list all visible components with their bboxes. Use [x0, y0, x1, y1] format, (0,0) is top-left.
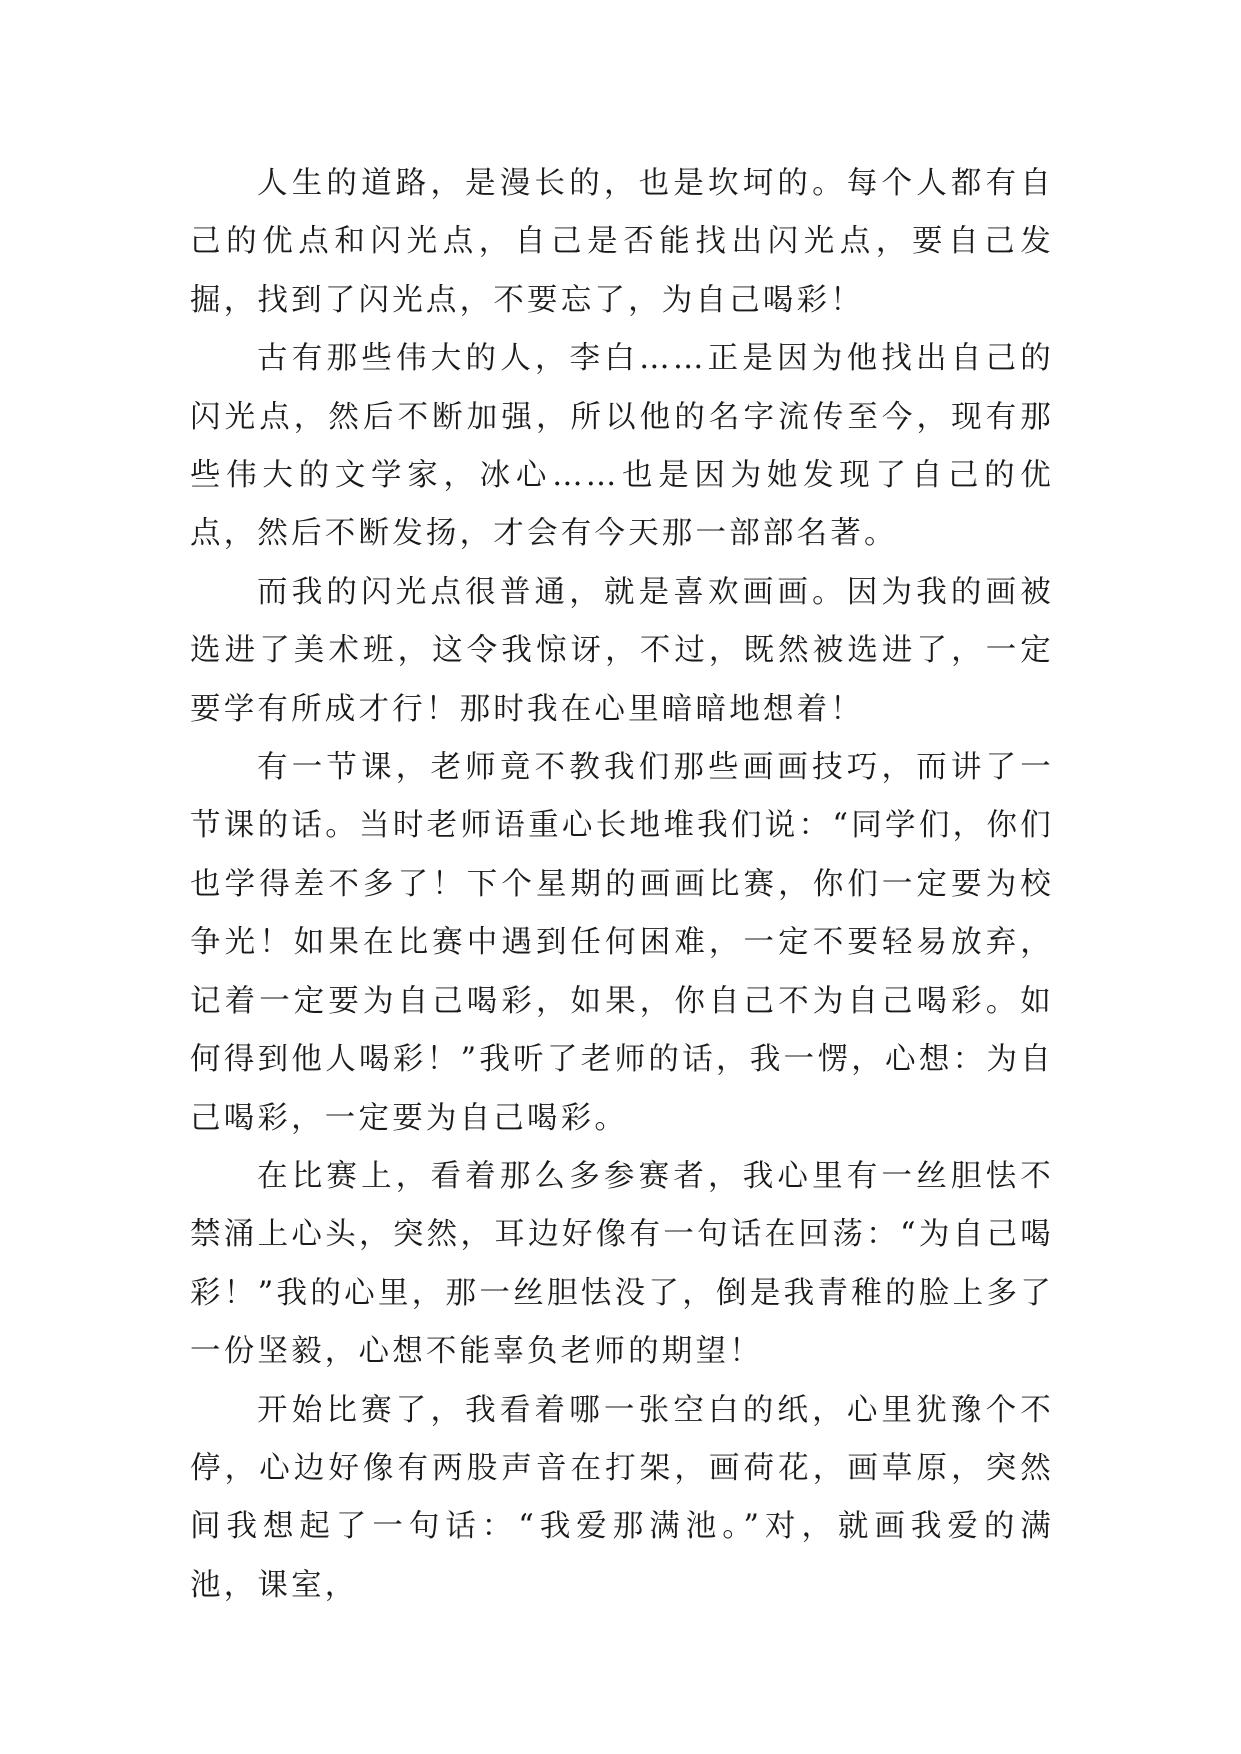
- essay-body: [190, 155, 1054, 1615]
- paragraph-1: 人生的道路，是漫长的，也是坎坷的。每个人都有自己的优点和闪光点，自己是否能找出闪光点，要自己发掘，找到了闪光点，不要忘了，为自己喝彩！: [190, 166, 1054, 318]
- paragraph-3: 而我的闪光点很普通，就是喜欢画画。因为我的画被选进了美术班，这令我惊讶，不过，既然被选进了，一定要学有所成才行！那时我在心里暗暗地想着！: [190, 574, 1054, 727]
- paragraph-6: 开始比赛了，我看着哪一张空白的纸，心里犹豫个不停，心边好像有两股声音在打架，画荷花，画草原，突然间我想起了一句话：“我爱那满池。”对，就画我爱的满池，课室，: [190, 1392, 1054, 1603]
- paragraph-4: 有一节课，老师竟不教我们那些画画技巧，而讲了一节课的话。当时老师语重心长地堆我们说：“同学们，你们也学得差不多了！下个星期的画画比赛，你们一定要为校争光！如果在比赛中遇到任何困难，一定不要轻易放弃，记着一定要为自己喝彩，如果，你自己不为自己喝彩。如何得到他人喝彩！”我听了老师的话，我一愣，心想：为自己喝彩，一定要为自己喝彩。: [190, 750, 1054, 1136]
- paragraph-5: 在比赛上，看着那么多参赛者，我心里有一丝胆怯不禁涌上心头，突然，耳边好像有一句话在回荡：“为自己喝彩！”我的心里，那一丝胆怯没了，倒是我青稚的脸上多了一份坚毅，心想不能辜负老师的期望！: [190, 1158, 1054, 1370]
- paragraph-2: 古有那些伟大的人，李白……正是因为他找出自己的闪光点，然后不断加强，所以他的名字流传至今，现有那些伟大的文学家，冰心……也是因为她发现了自己的优点，然后不断发扬，才会有今天那一部部名著。: [190, 341, 1054, 552]
